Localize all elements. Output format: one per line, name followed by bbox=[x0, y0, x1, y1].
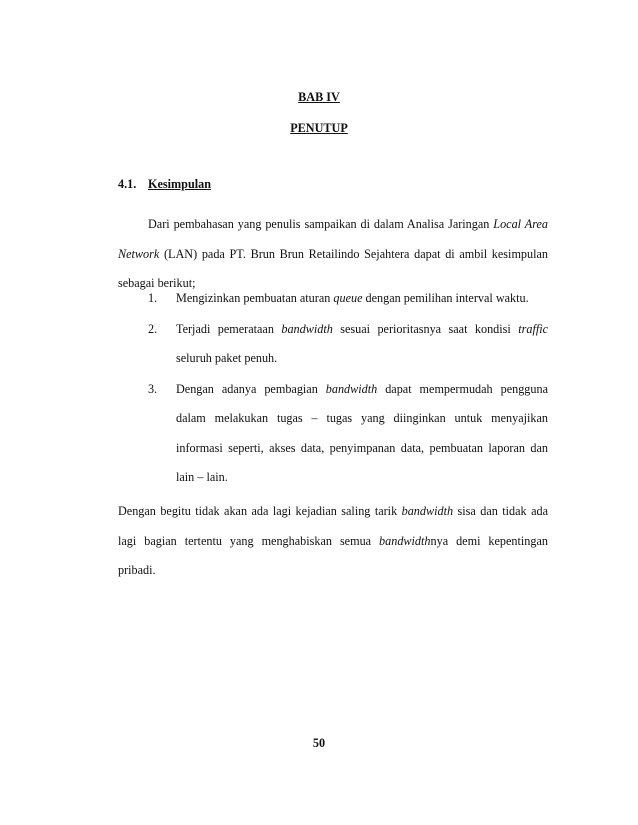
closing-paragraph bbox=[118, 497, 548, 586]
list-item bbox=[148, 315, 548, 374]
list-marker: 1. bbox=[148, 291, 158, 305]
list-marker: 3. bbox=[148, 381, 158, 396]
intro-text-italic: Local Area Network bbox=[118, 217, 548, 261]
list-item-text: sesuai perioritasnya saat kondisi bbox=[332, 321, 519, 336]
list-item bbox=[148, 375, 548, 493]
list-item-italic: bandwidth bbox=[325, 381, 378, 396]
section-heading bbox=[118, 177, 211, 192]
intro-text-1: Dari pembahasan yang penulis sampaikan di dalam Analisa Jaringan bbox=[148, 217, 494, 232]
list-item-italic: traffic bbox=[518, 321, 549, 336]
list-item-text: Terjadi pemerataan bbox=[176, 321, 282, 336]
section-number: 4.1. bbox=[118, 177, 137, 191]
list-item-text: Dengan adanya pembagian bbox=[176, 381, 326, 396]
closing-text-2: sisa dan tidak ada lagi bagian tertentu yang menghabiskan semua bbox=[118, 504, 548, 548]
closing-text-3: nya demi kepentingan pribadi. bbox=[118, 533, 548, 578]
closing-text-italic-2: bandwidth bbox=[379, 533, 431, 548]
list-item bbox=[148, 284, 548, 314]
section-title: Kesimpulan bbox=[148, 177, 211, 191]
intro-text-2: (LAN) pada PT. Brun Brun Retailindo Sejahtera dapat di ambil kesimpulan sebagai berikut; bbox=[118, 246, 548, 291]
list-marker: 2. bbox=[148, 321, 158, 336]
list-item-text: dapat mempermudah pengguna dalam melakukan tugas – tugas yang diinginkan untuk menyajikan informasi seperti, akses data, penyimpanan data, pembuatan laporan dan lain – lain. bbox=[176, 381, 548, 484]
chapter-title: PENUTUP bbox=[290, 121, 348, 135]
closing-text-1: Dengan begitu tidak akan ada lagi kejadian saling tarik bbox=[118, 504, 402, 519]
page-number: 50 bbox=[312, 736, 326, 750]
list-item-text: dengan pemilihan interval waktu. bbox=[362, 291, 529, 305]
list-item-text: seluruh paket penuh. bbox=[176, 351, 278, 365]
list-item-text: Mengizinkan pembuatan aturan bbox=[176, 291, 334, 305]
conclusion-list bbox=[148, 284, 548, 493]
chapter-number: BAB IV bbox=[298, 90, 340, 104]
list-item-italic: queue bbox=[333, 291, 363, 305]
list-item-italic: bandwidth bbox=[281, 321, 333, 336]
closing-text-italic-1: bandwidth bbox=[401, 504, 454, 519]
